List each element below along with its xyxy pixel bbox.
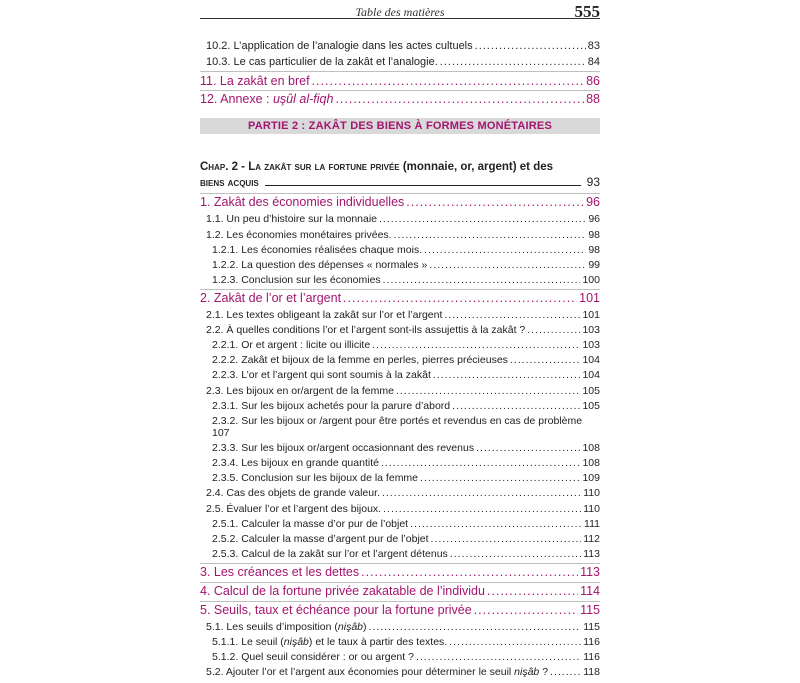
toc-entry[interactable] — [212, 636, 600, 648]
toc-entry-page: 116 — [583, 651, 600, 663]
toc-entry-page: 104 — [582, 354, 600, 366]
toc-entry-label: 2.5.1. Calculer la masse d’or pur de l’objet — [212, 518, 409, 530]
toc-entry-label — [206, 666, 548, 678]
header-rule — [200, 18, 600, 19]
toc-entry-label: 1.2.1. Les économies réalisées chaque mois. — [212, 244, 423, 256]
toc-section-entry[interactable] — [200, 603, 600, 617]
dot-leader — [444, 309, 580, 321]
toc-entry-page: 115 — [583, 621, 600, 633]
chapter-title-line1 — [200, 160, 600, 174]
toc-entry-page: 105 — [582, 400, 600, 412]
toc-entry-label: 2.4. Cas des objets de grande valeur. — [206, 487, 380, 499]
toc-entry-label: 1.2.3. Conclusion sur les économies — [212, 274, 381, 286]
toc-entry-label: 2.2.2. Zakât et bijoux de la femme en perles, pierres précieuses — [212, 354, 508, 366]
toc-entry-label: 2.3.1. Sur les bijoux achetés pour la parure d’abord — [212, 400, 451, 412]
toc-entry-label: 1.1. Un peu d’histoire sur la monnaie — [206, 213, 378, 225]
label-italic-text: nişâb — [283, 636, 309, 648]
toc-entry-page: 103 — [582, 324, 600, 336]
toc-entry-page: 111 — [584, 518, 600, 530]
toc-entry-label: 2.5.2. Calculer la masse d’argent pur de l’objet — [212, 533, 429, 545]
toc-entry-wrapped[interactable] — [212, 415, 600, 439]
label-text: 5.1.1. Le seuil ( — [212, 636, 284, 648]
toc-entry-label: 2.2.3. L’or et l’argent qui sont soumis à la zakât — [212, 369, 431, 381]
toc-entry-page: 101 — [582, 309, 600, 321]
dot-leader — [452, 400, 580, 412]
toc-entry-page: 113 — [580, 565, 600, 579]
dot-leader — [406, 195, 584, 209]
chapter-title-prefix: Chap. 2 - La zakât sur la fortune privée — [200, 161, 400, 173]
toc-entry-label: 5.1.2. Quel seuil considérer : or ou argent ? — [212, 651, 414, 663]
toc-entry-label: 1.2.2. La question des dépenses « normales » — [212, 259, 428, 271]
toc-entry-page: 107 — [212, 427, 230, 439]
dot-leader — [440, 56, 586, 68]
chapter-title-line2 — [200, 174, 600, 191]
toc-entry[interactable] — [212, 518, 600, 530]
dot-leader — [396, 385, 581, 397]
toc-entry[interactable] — [206, 324, 600, 336]
toc-entry[interactable] — [212, 533, 600, 545]
toc-entry[interactable] — [212, 400, 600, 412]
label-italic-text: nişâb — [337, 621, 364, 633]
label-text: 12. Annexe : — [200, 92, 273, 106]
toc-entry-label: 11. La zakât en bref — [200, 74, 310, 88]
toc-entry-label: 5. Seuils, taux et échéance pour la fortune privée — [200, 603, 472, 617]
separator — [200, 90, 600, 91]
dot-leader — [433, 369, 581, 381]
toc-entry-label: 2.2.1. Or et argent : licite ou illicite — [212, 339, 371, 351]
dot-leader — [394, 229, 587, 241]
toc-entry[interactable] — [206, 621, 600, 633]
toc-entry-page: 110 — [583, 503, 600, 515]
chapter-page: 93 — [586, 175, 600, 189]
toc-entry[interactable] — [212, 457, 600, 469]
dot-leader — [372, 339, 580, 351]
toc-entry-page: 112 — [583, 533, 600, 545]
toc-entry-label: 2.5.3. Calcul de la zakât sur l’or et l’argent détenus — [212, 548, 448, 560]
toc-entry[interactable] — [212, 442, 600, 454]
dot-leader — [335, 92, 584, 106]
toc-entry[interactable] — [212, 339, 600, 351]
separator — [200, 601, 600, 602]
toc-entry[interactable] — [206, 56, 600, 68]
dot-leader — [487, 584, 578, 598]
toc-entry[interactable] — [206, 229, 600, 241]
page-number: 555 — [574, 2, 600, 21]
label-italic-text: uşûl al-fiqh — [272, 92, 334, 106]
part-banner: PARTIE 2 : ZAKÂT DES BIENS À FORMES MONÉTAIRES — [200, 118, 600, 134]
toc-entry[interactable] — [206, 385, 600, 397]
toc-entry-page: 100 — [582, 274, 600, 286]
label-italic-text: nişâb — [514, 666, 540, 678]
toc-entry-page: 84 — [587, 56, 600, 68]
chapter-title-line2-text: biens acquis — [200, 177, 259, 189]
toc-entry[interactable] — [212, 472, 600, 484]
toc-entry-page: 110 — [583, 487, 600, 499]
toc-entry[interactable] — [206, 213, 600, 225]
separator — [200, 582, 600, 583]
toc-entry-page: 115 — [580, 603, 600, 617]
toc-entry-page: 98 — [588, 229, 600, 241]
toc-entry[interactable] — [206, 666, 600, 678]
label-text: 5.1. Les seuils d’imposition ( — [206, 621, 338, 633]
chapter-rule — [265, 185, 581, 186]
dot-leader — [450, 548, 581, 560]
label-text: 5.2. Ajouter l’or et l’argent aux économies pour déterminer le seuil — [206, 666, 515, 678]
dot-leader — [449, 636, 581, 648]
toc-entry-label: 2. Zakât de l’or et l’argent — [200, 291, 342, 305]
dot-leader — [474, 603, 578, 617]
chapter-heading[interactable] — [200, 160, 600, 191]
toc-entry[interactable] — [206, 40, 600, 52]
dot-leader — [550, 666, 581, 678]
dot-leader — [361, 565, 578, 579]
dot-leader — [383, 274, 581, 286]
dot-leader — [424, 244, 586, 256]
toc-entry-label: 2.5. Évaluer l’or et l’argent des bijoux. — [206, 503, 382, 515]
toc-entry-label: 10.2. L’application de l’analogie dans les actes cultuels — [206, 40, 473, 52]
toc-entry-label — [200, 92, 333, 106]
toc-section-entry[interactable] — [200, 92, 600, 106]
toc-entry-page: 99 — [588, 259, 600, 271]
toc-entry-page: 88 — [586, 92, 600, 106]
toc-entry-page: 83 — [587, 40, 600, 52]
dot-leader — [429, 259, 586, 271]
toc-entry[interactable] — [212, 259, 600, 271]
toc-entry-label: 2.3.5. Conclusion sur les bijoux de la femme — [212, 472, 419, 484]
dot-leader — [431, 533, 582, 545]
separator — [200, 563, 600, 564]
toc-entry[interactable] — [212, 244, 600, 256]
chapter-title-rest: (monnaie, or, argent) et des — [399, 161, 554, 173]
toc-entry-page: 108 — [582, 457, 600, 469]
toc-section-entry[interactable] — [200, 74, 600, 88]
toc-entry-page: 103 — [582, 339, 600, 351]
toc-section-entry[interactable] — [200, 584, 600, 598]
toc-entry[interactable] — [206, 503, 600, 515]
toc-entry[interactable] — [206, 487, 600, 499]
toc-section-entry[interactable] — [200, 195, 600, 209]
toc-entry-label — [206, 621, 367, 633]
toc-entry-page: 118 — [583, 666, 600, 678]
toc-entry-label: 3. Les créances et les dettes — [200, 565, 360, 579]
dot-leader — [476, 442, 580, 454]
separator — [200, 193, 600, 194]
label-text-after: ) et le taux à partir des textes. — [308, 636, 448, 648]
toc-entry-page: 101 — [579, 291, 600, 305]
dot-leader — [510, 354, 581, 366]
toc-entry[interactable] — [212, 369, 600, 381]
toc-entry[interactable] — [212, 274, 600, 286]
dot-leader — [369, 621, 582, 633]
toc-entry-label — [212, 636, 447, 648]
toc-entry-label: 2.3.4. Les bijoux en grande quantité — [212, 457, 379, 469]
dot-leader — [379, 213, 586, 225]
toc-section-entry[interactable] — [200, 565, 600, 579]
toc-entry-page: 105 — [582, 385, 600, 397]
toc-entry-page: 114 — [580, 584, 600, 598]
toc-entry-page: 116 — [583, 636, 600, 648]
running-header — [200, 0, 600, 20]
toc-entry-label: 2.1. Les textes obligeant la zakât sur l’or et l’argent — [206, 309, 443, 321]
toc-entry-label: 1.2. Les économies monétaires privées. — [206, 229, 392, 241]
dot-leader — [527, 324, 580, 336]
running-header-title: Table des matières — [355, 5, 445, 19]
separator — [200, 71, 600, 72]
dot-leader — [343, 291, 577, 305]
dot-leader — [410, 518, 582, 530]
toc-entry[interactable] — [212, 548, 600, 560]
toc-entry[interactable] — [206, 309, 600, 321]
dot-leader — [416, 651, 581, 663]
toc-entry-page: 96 — [588, 213, 600, 225]
toc-entry-label: 1. Zakât des économies individuelles — [200, 195, 405, 209]
dot-leader — [383, 503, 581, 515]
toc-entry-label: 2.3.2. Sur les bijoux or /argent pour être portés et revendus en cas de problème — [212, 415, 583, 427]
toc-entry[interactable] — [212, 354, 600, 366]
dot-leader — [382, 487, 581, 499]
dot-leader — [312, 74, 585, 88]
toc-entry-page: 98 — [588, 244, 600, 256]
toc-entry-label: 2.3.3. Sur les bijoux or/argent occasionnant des revenus — [212, 442, 475, 454]
toc-section-entry[interactable] — [200, 291, 600, 305]
toc-entry[interactable] — [212, 651, 600, 663]
toc-entry-label: 2.3. Les bijoux en or/argent de la femme — [206, 385, 394, 397]
dot-leader — [475, 40, 586, 52]
separator — [200, 289, 600, 290]
label-text-after: ? — [539, 666, 549, 678]
toc-entry-page: 108 — [582, 442, 600, 454]
toc-entry-label: 2.2. À quelles conditions l’or et l’argent sont-ils assujettis à la zakât ? — [206, 324, 526, 336]
toc-entry-page: 86 — [586, 74, 600, 88]
toc-entry-page: 96 — [586, 195, 600, 209]
toc-entry-page: 104 — [582, 369, 600, 381]
toc-entry-label: 4. Calcul de la fortune privée zakatable de l’individu — [200, 584, 485, 598]
dot-leader — [420, 472, 580, 484]
label-text-after: ) — [363, 621, 367, 633]
toc-entry-page: 109 — [582, 472, 600, 484]
toc-entry-page: 113 — [583, 548, 600, 560]
dot-leader — [381, 457, 581, 469]
toc-entry-label: 10.3. Le cas particulier de la zakât et l’analogie. — [206, 56, 438, 68]
